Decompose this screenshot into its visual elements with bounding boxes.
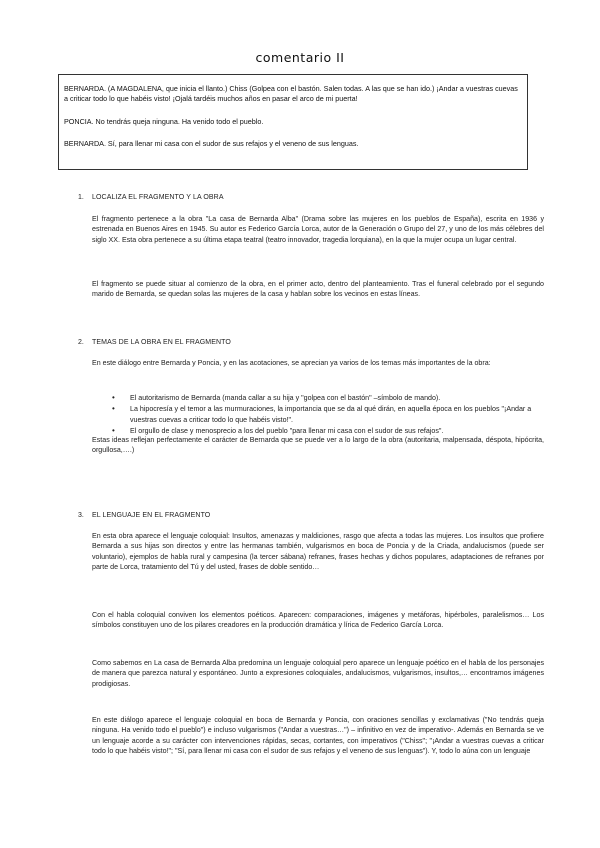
section-2-heading: TEMAS DE LA OBRA EN EL FRAGMENTO [92, 339, 231, 346]
section-1-heading: LOCALIZA EL FRAGMENTO Y LA OBRA [92, 194, 224, 201]
list-item: • El orgullo de clase y menosprecio a los del pueblo "para llenar mi casa con el sudor de sus refajos". [112, 426, 544, 436]
section-3-paragraph-4: En este diálogo aparece el lenguaje coloquial en boca de Bernarda y Poncia, con oraciones sencillas y exclamativas ("No tendrás queja ninguna. Ha venido todo el pueblo") e incluso vulgarismos ("Andar a vuestras…") – infinitivo en vez de imperativo-. Además en Bernarda se ve un lenguaje acorde a su carácter con intervenciones rápidas, secas, cortantes, con imperativos ("Chiss"; "¡Andar a vuestras cuevas a criticar todo lo que habéis visto!"; "Sí, para llenar mi casa con el sudor de sus refajos y el veneno de sus lenguas"). Y, todo lo aúna con un lenguaje [92, 716, 544, 756]
section-3-paragraph-1: En esta obra aparece el lenguaje coloquial: Insultos, amenazas y maldiciones, rasgo que afecta a todas las mujeres. Los insultos que profiere Bernarda a sus hijas son directos y entre las hermanas también, vulgarismos en boca de Poncia y de la Criada, andalucismos (puede ser voluntario), ejemplos de habla rural y campesina (la tercer sábana) refranes, frases hechas y dichos populares, adaptaciones de refranes por parte de Lorca, tratamiento del Tú y del usted, frases de doble sentido… [92, 532, 544, 572]
themes-list [112, 393, 544, 438]
section-3-paragraph-2: Con el habla coloquial conviven los elementos poéticos. Aparecen: comparaciones, imágenes y metáforas, hipérboles, paralelismos… Los símbolos constituyen uno de los pilares creadores en la producción dramática y lírica de Federico García Lorca. [92, 611, 544, 630]
section-1-number: 1. [78, 194, 84, 201]
page-title: comentario II [255, 50, 345, 65]
section-3-heading: EL LENGUAJE EN EL FRAGMENTO [92, 512, 211, 519]
section-2-paragraph-2: Estas ideas reflejan perfectamente el carácter de Bernarda que se puede ver a lo largo de la obra (autoritaria, malpensada, déspota, hipócrita, orgullosa,….) [92, 436, 544, 455]
section-3-number: 3. [78, 512, 84, 519]
section-1-paragraph-2: El fragmento se puede situar al comienzo de la obra, en el primer acto, dentro del planteamiento. Tras el funeral celebrado por el segundo marido de Bernarda, se quedan solas las mujeres de la casa y hablan sobre los vecinos en estas líneas. [92, 280, 544, 299]
quoted-fragment-box [58, 74, 528, 170]
quote-bernarda-2: BERNARDA. Sí, para llenar mi casa con el sudor de sus refajos y el veneno de sus lenguas. [64, 139, 359, 149]
section-1-paragraph-1: El fragmento pertenece a la obra "La casa de Bernarda Alba" (Drama sobre las mujeres en los pueblos de España), escrita en 1936 y estrenada en Buenos Aires en 1945. Su autor es Federico García Lorca, autor de la Generación o Grupo del 27, y uno de los más célebres del siglo XX. Esta obra pertenece a su última etapa teatral (teatro innovador, tragedia lorquiana), en la que la mujer ocupa un lugar central. [92, 215, 544, 244]
section-2-intro: En este diálogo entre Bernarda y Poncia, y en las acotaciones, se aprecian ya varios de los temas más importantes de la obra: [92, 359, 491, 367]
quote-poncia: PONCIA. No tendrás queja ninguna. Ha venido todo el pueblo. [64, 116, 264, 126]
list-item: • El autoritarismo de Bernarda (manda callar a su hija y "golpea con el bastón" –símbolo de mando). [112, 393, 544, 403]
section-2-number: 2. [78, 339, 84, 346]
quote-bernarda-1: BERNARDA. (A MAGDALENA, que inicia el llanto.) Chiss (Golpea con el bastón. Salen todas. A las que se han ido.) ¡Andar a vuestras cuevas a criticar todo lo que habéis visto! ¡Ojalá tardéis muchos años en pasar el arco de mi puerta! [64, 84, 518, 104]
section-3-paragraph-3: Como sabemos en La casa de Bernarda Alba predomina un lenguaje coloquial pero aparece un lenguaje poético en el habla de los personajes de manera que parezca natural y espontáneo. Junto a expresiones coloquiales, andalucismos, vulgarismos, insultos,… encontramos imágenes prodigiosas. [92, 659, 544, 688]
list-item: • La hipocresía y el temor a las murmuraciones, la importancia que se da al qué dirán, en aquella época en los pueblos "¡Andar a vuestras cuevas a criticar todo lo que habéis visto!". [112, 404, 544, 425]
